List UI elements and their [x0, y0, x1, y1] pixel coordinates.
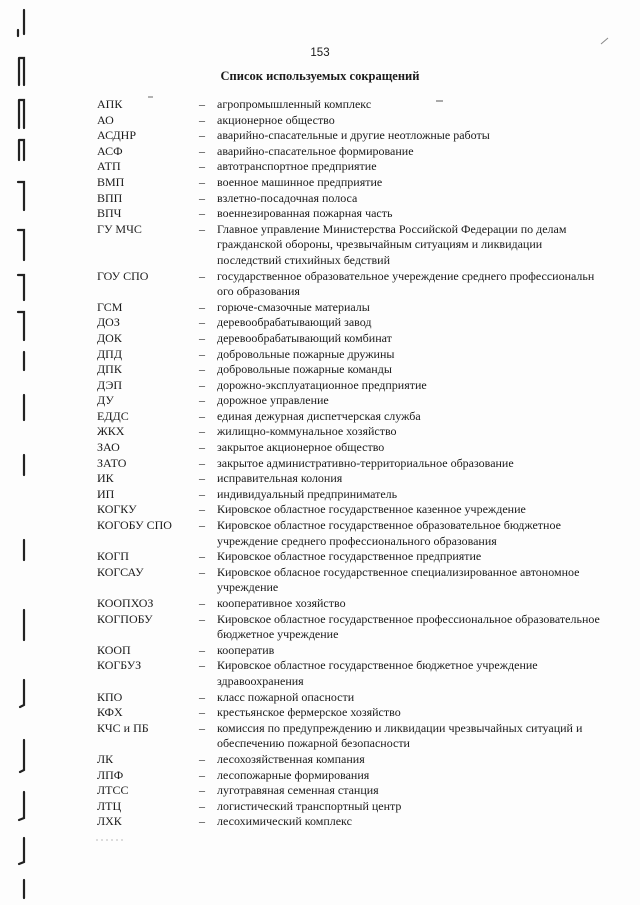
abbreviation-definition: агропромышленный комплекс — [217, 97, 372, 111]
page-number: 153 — [310, 47, 330, 59]
abbreviation-definition: Кировское областное государственное бюджетное учреждение здравоохранения — [217, 658, 538, 688]
abbreviation-definition: кооператив — [217, 642, 275, 657]
abbreviation-dash: – — [199, 393, 205, 408]
abbreviation-row — [0, 565, 640, 596]
abbreviation-term: ГСМ — [97, 299, 123, 314]
abbreviation-term: ДУ — [97, 393, 114, 408]
abbreviation-dash: – — [199, 128, 205, 143]
abbreviation-term: ИК — [97, 471, 114, 486]
page-title: Список используемых сокращений — [220, 69, 420, 83]
abbreviation-row — [0, 768, 640, 784]
abbreviation-row — [0, 658, 640, 689]
abbreviation-term: АТП — [97, 159, 121, 174]
abbreviation-definition: аварийно-спасательные и другие неотложные работы — [217, 128, 490, 143]
abbreviation-row — [0, 783, 640, 799]
abbreviation-term: ЕДДС — [97, 408, 129, 423]
abbreviation-dash: – — [199, 97, 205, 111]
abbreviation-term: АСДНР — [97, 128, 136, 143]
abbreviation-dash: – — [199, 705, 205, 720]
abbreviation-term: КПО — [97, 689, 123, 704]
abbreviation-definition: индивидуальный предприниматель — [217, 486, 398, 501]
abbreviation-term: КОГКУ — [97, 502, 137, 517]
abbreviation-dash: – — [199, 767, 205, 782]
abbreviation-definition: автотранспортное предприятие — [217, 159, 377, 174]
abbreviation-dash: – — [199, 221, 205, 236]
abbreviation-term: АПК — [97, 97, 123, 111]
abbreviation-dash: – — [199, 596, 205, 610]
abbreviation-definition: луготравяная семенная станция — [217, 783, 379, 798]
abbreviation-row — [0, 347, 640, 363]
abbreviation-definition: лесохимический комплекс — [217, 814, 352, 829]
abbreviation-row — [0, 752, 640, 768]
abbreviation-term: ДПК — [97, 362, 122, 377]
abbreviation-dash: – — [199, 424, 205, 439]
abbreviation-dash: – — [199, 377, 205, 392]
abbreviation-row — [0, 300, 640, 316]
abbreviation-row — [0, 113, 640, 129]
abbreviation-dash: – — [199, 689, 205, 704]
abbreviation-definition: Кировское обласное государственное специализированное автономное учреждение — [217, 564, 580, 595]
abbreviation-row — [0, 393, 640, 409]
abbreviation-row — [0, 331, 640, 347]
abbreviation-dash: – — [199, 330, 205, 345]
abbreviation-dash: – — [199, 315, 205, 330]
abbreviation-dash: – — [199, 299, 205, 314]
abbreviation-definition: добровольные пожарные команды — [217, 362, 392, 377]
abbreviation-definition: кооперативное хозяйство — [217, 596, 346, 610]
abbreviation-term: КОГОБУ СПО — [97, 518, 172, 533]
abbreviation-row — [0, 596, 640, 612]
scan-speck-mark — [96, 838, 126, 842]
abbreviation-row — [0, 159, 640, 175]
abbreviation-dash: – — [199, 783, 205, 798]
abbreviation-term: ЛХК — [97, 814, 122, 829]
abbreviation-definition: логистический транспортный центр — [217, 798, 402, 813]
abbreviation-definition: лесохозяйственная компания — [217, 751, 365, 766]
abbreviation-definition: Кировское областное государственное образовательное бюджетное учреждение среднего профессионального образования — [217, 518, 561, 548]
abbreviation-row — [0, 269, 640, 300]
abbreviation-dash: – — [199, 408, 205, 423]
abbreviation-dash: – — [199, 642, 205, 657]
abbreviation-term: ИП — [97, 486, 115, 501]
abbreviation-row — [0, 721, 640, 752]
abbreviation-term: ЖКХ — [97, 424, 125, 439]
abbreviation-definition: Главное управление Министерства Российской Федерации по делам гражданской обороны, чрезвычайным ситуациям и ликвидации последствий стихийных бедствий — [217, 221, 567, 267]
scan-speck-mark — [600, 36, 610, 46]
abbreviation-definition: Кировское областное государственное профессиональное образовательное бюджетное учреждение — [217, 611, 600, 642]
abbreviation-row — [0, 456, 640, 472]
abbreviation-row — [0, 643, 640, 659]
abbreviation-definition: единая дежурная диспетчерская служба — [217, 408, 421, 423]
abbreviation-term: ЛТСС — [97, 783, 129, 798]
abbreviation-term: КООПХОЗ — [97, 596, 154, 610]
abbreviation-row — [0, 409, 640, 425]
abbreviation-term: ГОУ СПО — [97, 268, 149, 283]
abbreviation-definition: военнезированная пожарная часть — [217, 206, 393, 221]
abbreviation-definition: акционерное общество — [217, 112, 335, 127]
abbreviation-dash: – — [199, 471, 205, 486]
abbreviation-definition: класс пожарной опасности — [217, 689, 355, 704]
abbreviation-term: ЛК — [97, 751, 114, 766]
abbreviation-dash: – — [199, 455, 205, 470]
abbreviation-definition: дорожное управление — [217, 393, 329, 408]
abbreviation-term: ДОК — [97, 330, 122, 345]
abbreviation-definition: горюче-смазочные материалы — [217, 299, 370, 314]
abbreviation-dash: – — [199, 502, 205, 517]
abbreviation-term: КОГПОБУ — [97, 611, 153, 626]
abbreviation-row — [0, 518, 640, 549]
abbreviation-row — [0, 424, 640, 440]
abbreviation-definition: комиссия по предупреждению и ликвидации чрезвычайных ситуаций и обеспечению пожарной безопасности — [217, 720, 583, 751]
abbreviation-definition: аварийно-спасательное формирование — [217, 143, 414, 158]
abbreviation-row — [0, 144, 640, 160]
abbreviation-dash: – — [199, 814, 205, 829]
abbreviation-term: ЛТЦ — [97, 798, 122, 813]
abbreviation-list — [0, 97, 640, 830]
abbreviation-row — [0, 378, 640, 394]
abbreviation-definition: деревообрабатывающий завод — [217, 315, 372, 330]
abbreviation-dash: – — [199, 658, 205, 673]
abbreviation-dash: – — [199, 720, 205, 735]
scan-speck-mark — [148, 96, 154, 99]
abbreviation-dash: – — [199, 440, 205, 455]
abbreviation-term: ЛПФ — [97, 767, 124, 782]
abbreviation-dash: – — [199, 206, 205, 221]
abbreviation-term: ГУ МЧС — [97, 221, 142, 236]
abbreviation-term: ВПП — [97, 190, 123, 205]
abbreviation-dash: – — [199, 549, 205, 564]
abbreviation-definition: Кировское областное государственное казенное учреждение — [217, 502, 526, 517]
abbreviation-dash: – — [199, 268, 205, 283]
abbreviation-definition: крестьянское фермерское хозяйство — [217, 705, 401, 720]
abbreviation-term: КОГСАУ — [97, 564, 144, 579]
abbreviation-row — [0, 549, 640, 565]
abbreviation-row — [0, 97, 640, 113]
abbreviation-row — [0, 128, 640, 144]
abbreviation-term: ДОЗ — [97, 315, 120, 330]
abbreviation-dash: – — [199, 112, 205, 127]
abbreviation-row — [0, 799, 640, 815]
abbreviation-term: ВМП — [97, 174, 125, 189]
abbreviation-dash: – — [199, 798, 205, 813]
abbreviation-definition: военное машинное предприятие — [217, 174, 383, 189]
abbreviation-row — [0, 191, 640, 207]
abbreviation-definition: закрытое административно-территориальное образование — [217, 455, 514, 470]
abbreviation-row — [0, 814, 640, 830]
abbreviation-dash: – — [199, 190, 205, 205]
abbreviation-definition: государственное образовательное учереждение среднего профессиональн ого образования — [217, 268, 595, 299]
abbreviation-term: КОГП — [97, 549, 129, 564]
abbreviation-dash: – — [199, 159, 205, 174]
abbreviation-definition: жилищно-коммунальное хозяйство — [217, 424, 397, 439]
abbreviation-dash: – — [199, 751, 205, 766]
abbreviation-row — [0, 440, 640, 456]
abbreviation-definition: добровольные пожарные дружины — [217, 346, 395, 361]
abbreviation-row — [0, 612, 640, 643]
abbreviation-row — [0, 690, 640, 706]
abbreviation-definition: Кировское областное государственное предприятие — [217, 549, 482, 564]
abbreviation-row — [0, 362, 640, 378]
abbreviation-row — [0, 206, 640, 222]
abbreviation-definition: дорожно-эксплуатационное предприятие — [217, 377, 427, 392]
scan-speck-mark — [436, 100, 444, 103]
abbreviation-term: КФХ — [97, 705, 123, 720]
abbreviation-definition: лесопожарные формирования — [217, 767, 370, 782]
abbreviation-term: ДПД — [97, 346, 123, 361]
abbreviation-term: КОГБУЗ — [97, 658, 142, 673]
abbreviation-definition: закрытое акционерное общество — [217, 440, 385, 455]
abbreviation-row — [0, 502, 640, 518]
abbreviation-term: АСФ — [97, 143, 123, 158]
abbreviation-term: АО — [97, 112, 114, 127]
abbreviation-term: КООП — [97, 642, 131, 657]
abbreviation-row — [0, 471, 640, 487]
abbreviation-definition: деревообрабатывающий комбинат — [217, 330, 392, 345]
abbreviation-dash: – — [199, 174, 205, 189]
abbreviation-term: ЗАТО — [97, 455, 127, 470]
abbreviation-row — [0, 705, 640, 721]
abbreviation-term: КЧС и ПБ — [97, 720, 149, 735]
abbreviation-row — [0, 175, 640, 191]
abbreviation-row — [0, 315, 640, 331]
abbreviation-dash: – — [199, 346, 205, 361]
abbreviation-definition: взлетно-посадочная полоса — [217, 190, 358, 205]
abbreviation-dash: – — [199, 611, 205, 626]
abbreviation-dash: – — [199, 143, 205, 158]
abbreviation-term: ВПЧ — [97, 206, 122, 221]
abbreviation-row — [0, 222, 640, 269]
abbreviation-term: ЗАО — [97, 440, 120, 455]
abbreviation-term: ДЭП — [97, 377, 123, 392]
abbreviation-row — [0, 487, 640, 503]
abbreviation-dash: – — [199, 362, 205, 377]
abbreviation-dash: – — [199, 486, 205, 501]
abbreviation-definition: исправительная колония — [217, 471, 343, 486]
abbreviation-dash: – — [199, 564, 205, 579]
abbreviation-dash: – — [199, 518, 205, 533]
